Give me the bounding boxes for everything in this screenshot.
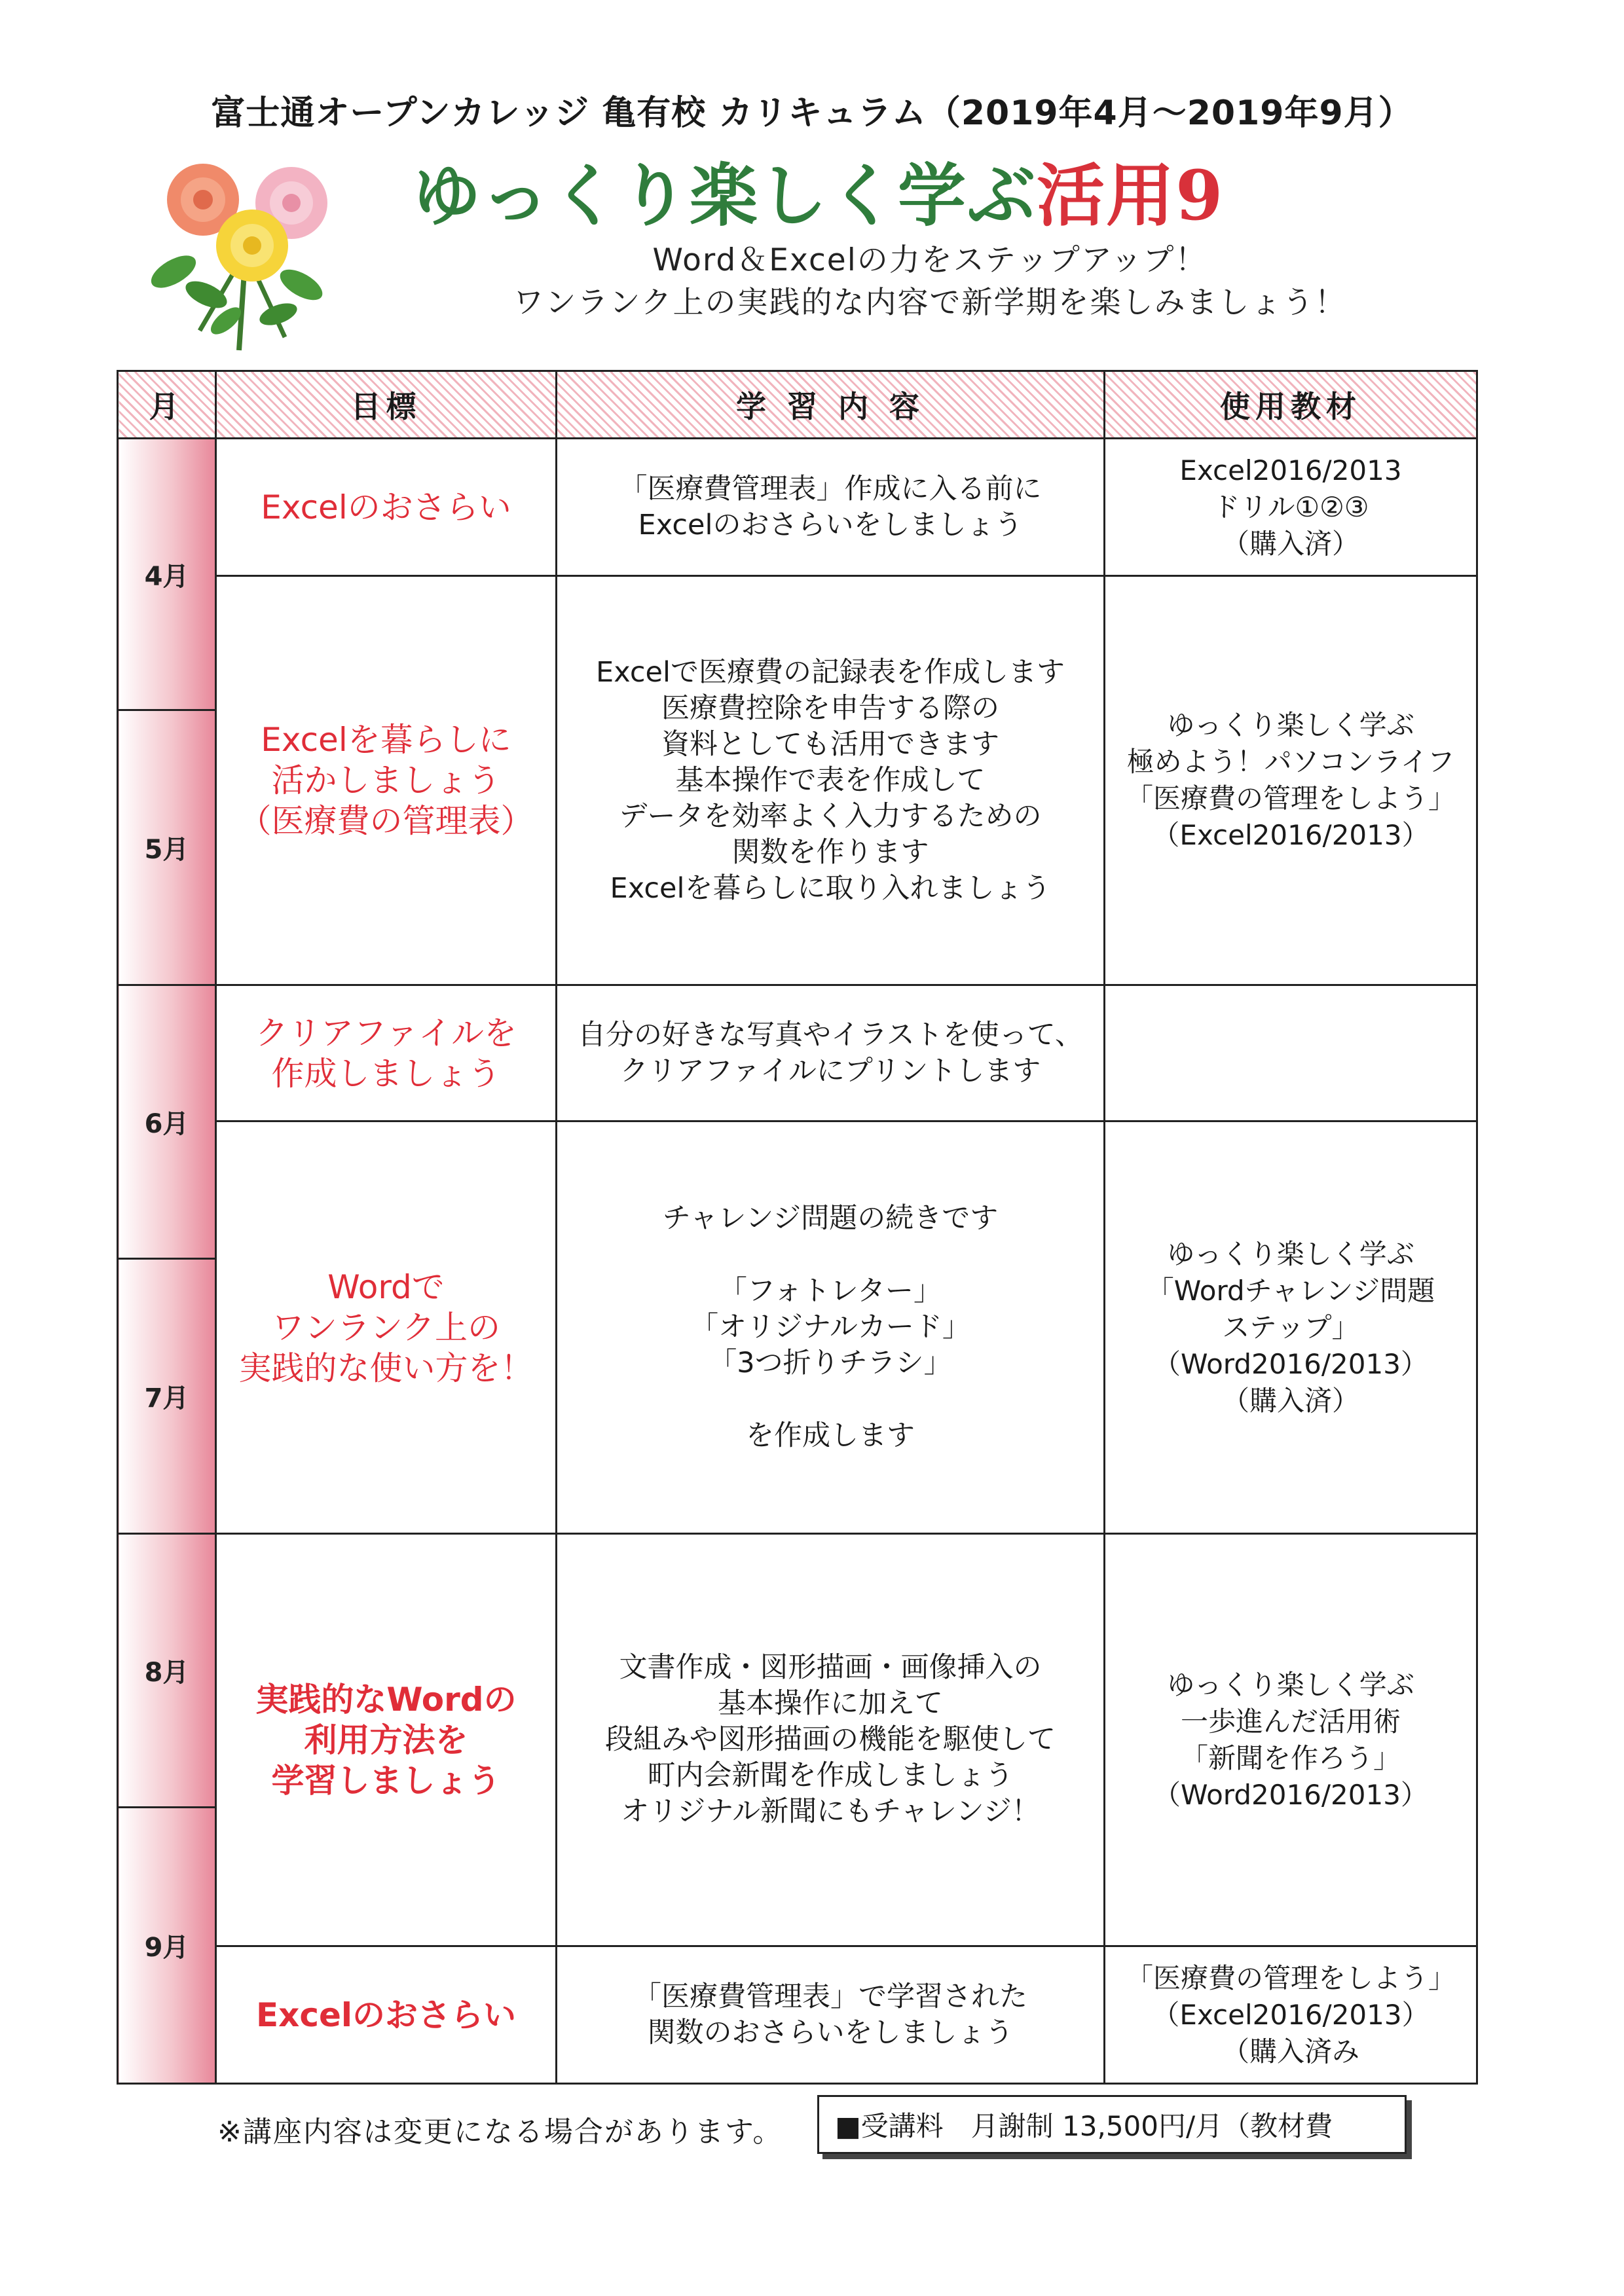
table-row <box>118 1534 1477 1808</box>
material-line: （購入済み <box>1221 2035 1359 2068</box>
goal-line: Excelのおさらい <box>261 488 511 526</box>
goal-line: 利用方法を <box>304 1721 468 1759</box>
material-line: （Word2016/2013） <box>1153 1778 1428 1811</box>
goal-cell <box>216 985 557 1121</box>
content-line: 段組みや図形描画の機能を駆使して <box>605 1723 1056 1756</box>
material-line: ゆっくり楽しく学ぶ <box>1167 709 1414 741</box>
material-line: ドリル①②③ <box>1212 490 1369 523</box>
month-cell-jun: 6月 <box>118 985 216 1259</box>
material-line: 一歩進んだ活用術 <box>1180 1705 1401 1738</box>
content-cell <box>557 1534 1105 1946</box>
goal-line: ワンランク上の <box>272 1308 500 1347</box>
month-cell-aug: 8月 <box>118 1534 216 1808</box>
month-cell-sep: 9月 <box>118 1808 216 2084</box>
goal-line: 学習しましょう <box>271 1761 501 1800</box>
goal-cell <box>216 1946 557 2084</box>
content-line: 関数を作ります <box>731 835 929 869</box>
material-line: （Excel2016/2013） <box>1152 1998 1430 2031</box>
main-title-green: ゆっくり楽しく学ぶ <box>413 155 1037 236</box>
material-line: 「医療費の管理をしよう」 <box>1125 782 1456 814</box>
content-line: 文書作成・図形描画・画像挿入の <box>619 1651 1042 1684</box>
content-line: クリアファイルにプリントします <box>619 1054 1041 1087</box>
curriculum-table <box>117 370 1478 2085</box>
material-line: 「新聞を作ろう」 <box>1180 1741 1401 1774</box>
goal-line: 実践的な使い方を！ <box>238 1349 534 1387</box>
material-line: 「医療費の管理をしよう」 <box>1125 1961 1456 1994</box>
material-cell <box>1105 1121 1477 1534</box>
content-line: 「3つ折りチラシ」 <box>709 1347 952 1379</box>
material-line: ゆっくり楽しく学ぶ <box>1167 1668 1414 1701</box>
material-line: （Word2016/2013） <box>1153 1347 1428 1380</box>
table-row <box>118 439 1477 576</box>
material-line: ゆっくり楽しく学ぶ <box>1167 1237 1414 1270</box>
header-content: 学 習 内 容 <box>557 371 1105 439</box>
content-cell <box>557 576 1105 985</box>
subtitle-line-2: ワンランク上の実践的な内容で新学期を楽しみましょう！ <box>513 285 1347 321</box>
table-row <box>118 1121 1477 1259</box>
goal-cell <box>216 576 557 985</box>
content-line: Excelを暮らしに取り入れましょう <box>610 871 1051 905</box>
content-line: 「医療費管理表」作成に入る前に <box>619 472 1042 505</box>
material-line: 極めよう！パソコンライフ <box>1126 746 1455 778</box>
subtitle-line-1: Word＆Excelの力をステップアップ！ <box>652 242 1208 278</box>
material-line: ステップ」 <box>1222 1311 1359 1343</box>
content-line: 基本操作で表を作成して <box>675 763 986 797</box>
material-cell <box>1105 439 1477 576</box>
content-line: 「オリジナルカード」 <box>690 1311 970 1343</box>
content-line: 関数のおさらいをしましょう <box>647 2016 1014 2049</box>
goal-line: 実践的なWordの <box>255 1680 517 1719</box>
table-row <box>118 985 1477 1121</box>
material-line: （購入済） <box>1221 527 1359 560</box>
goal-line: Excelを暮らしに <box>261 721 511 759</box>
content-cell <box>557 1121 1105 1534</box>
month-cell-apr: 4月 <box>118 439 216 710</box>
header-goal: 目標 <box>216 371 557 439</box>
goal-cell <box>216 439 557 576</box>
goal-line: 活かしましょう <box>271 761 501 799</box>
rose-bouquet-illustration <box>147 154 344 357</box>
goal-cell <box>216 1534 557 1946</box>
content-line: 自分の好きな写真やイラストを使って、 <box>578 1018 1083 1051</box>
disclaimer-note: ※講座内容は変更になる場合があります。 <box>217 2115 783 2149</box>
school-header: 富士通オープンカレッジ 亀有校 カリキュラム（2019年4月～2019年9月） <box>211 94 1413 133</box>
goal-line: Wordで <box>327 1267 445 1306</box>
content-line: 資料としても活用できます <box>661 727 999 761</box>
fee-box: ■受講料 月謝制 13,500円/月（教材費 <box>817 2095 1407 2154</box>
month-cell-may: 5月 <box>118 710 216 985</box>
content-line: 医療費控除を申告する際の <box>661 691 999 725</box>
content-spacer <box>557 1381 1103 1418</box>
table-row <box>118 1946 1477 2084</box>
content-cell <box>557 985 1105 1121</box>
goal-line: クリアファイルを <box>255 1013 517 1052</box>
header-material: 使用教材 <box>1105 371 1477 439</box>
content-line: 基本操作に加えて <box>718 1687 943 1720</box>
content-line: データを効率よく入力するための <box>619 799 1042 833</box>
goal-line: 作成しましょう <box>271 1054 501 1093</box>
main-title-red: 活用9 <box>1036 155 1225 236</box>
month-cell-jul: 7月 <box>118 1259 216 1534</box>
content-spacer <box>557 1237 1103 1273</box>
goal-cell <box>216 1121 557 1534</box>
material-cell <box>1105 576 1477 985</box>
goal-line: Excelのおさらい <box>255 1995 517 2034</box>
content-line: Excelで医療費の記録表を作成します <box>596 655 1065 689</box>
main-title <box>413 141 1264 239</box>
content-line: 「医療費管理表」で学習された <box>633 1980 1027 2013</box>
material-line: Excel2016/2013 <box>1179 454 1402 486</box>
table-header-row <box>118 371 1477 439</box>
goal-line: （医療費の管理表） <box>238 802 534 840</box>
content-line: 町内会新聞を作成しましょう <box>647 1759 1014 1792</box>
material-line: （Excel2016/2013） <box>1152 819 1430 851</box>
content-cell <box>557 439 1105 576</box>
content-cell <box>557 1946 1105 2084</box>
content-line: を作成します <box>746 1419 915 1452</box>
material-line: 「Wordチャレンジ問題 <box>1146 1274 1435 1307</box>
content-line: チャレンジ問題の続きです <box>662 1202 999 1235</box>
material-cell <box>1105 1534 1477 1946</box>
content-line: 「フォトレター」 <box>718 1275 942 1307</box>
content-line: オリジナル新聞にもチャレンジ！ <box>621 1795 1040 1828</box>
table-row <box>118 576 1477 710</box>
material-cell <box>1105 1946 1477 2084</box>
material-line: （購入済） <box>1221 1384 1359 1417</box>
header-month: 月 <box>118 371 216 439</box>
content-line: Excelのおさらいをしましょう <box>638 508 1023 541</box>
material-cell-empty <box>1105 985 1477 1121</box>
